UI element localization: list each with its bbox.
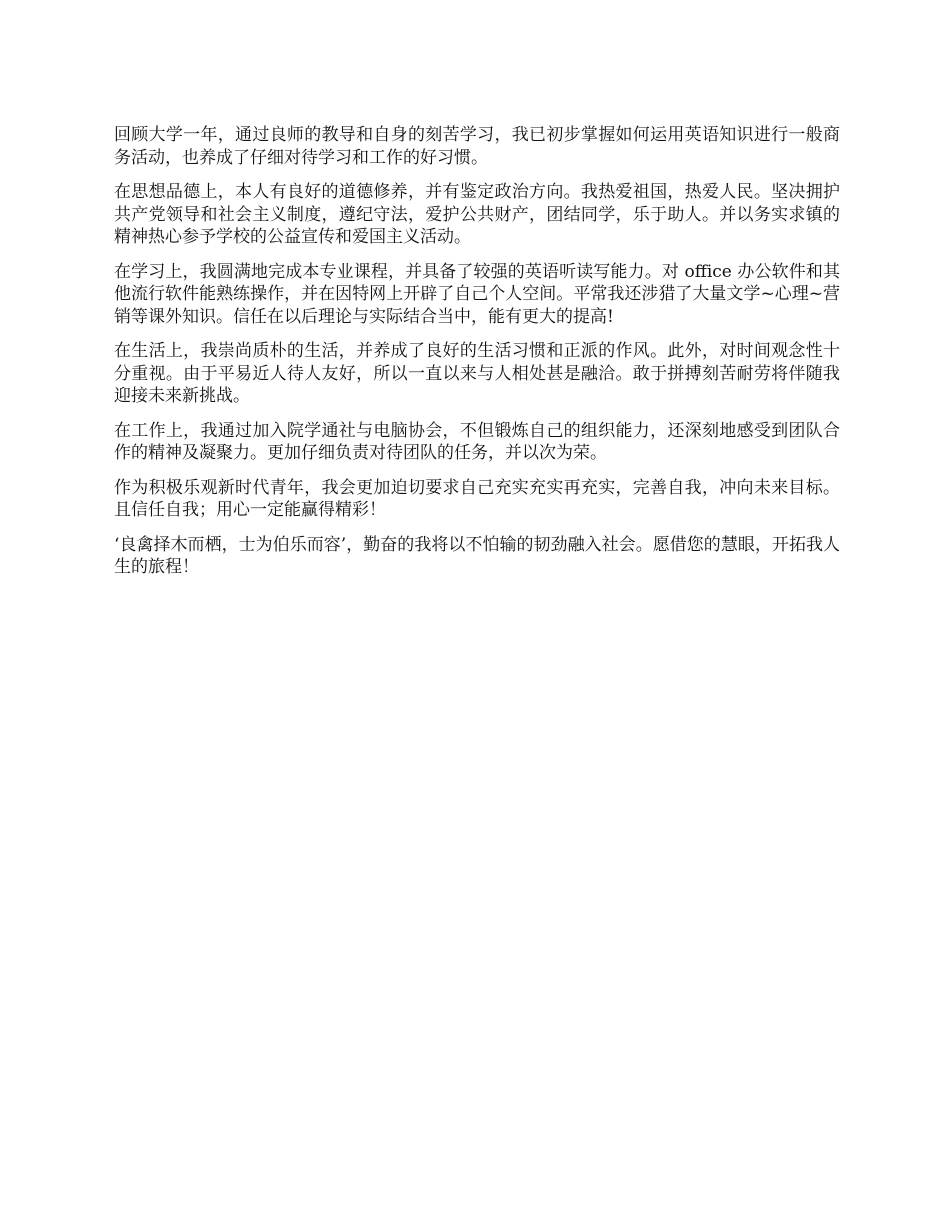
paragraph-work: 在工作上，我通过加入院学通社与电脑协会，不但锻炼自己的组织能力，还深刻地感受到团队合作的精神及凝聚力。更加仔细负责对待团队的任务，并以次为荣。 (114, 420, 840, 463)
paragraph-life: 在生活上，我崇尚质朴的生活，并养成了良好的生活习惯和正派的作风。此外，对时间观念性十分重视。由于平易近人待人友好，所以一直以来与人相处甚是融洽。敢于拼搏刻苦耐劳将伴随我迎接未来新挑战。 (114, 341, 840, 406)
document-body (114, 124, 840, 591)
paragraph-moral-character: 在思想品德上，本人有良好的道德修养，并有鉴定政治方向。我热爱祖国，热爱人民。坚决拥护共产党领导和社会主义制度，遵纪守法，爱护公共财产，团结同学，乐于助人。并以务实求镇的精神热心参予学校的公益宣传和爱国主义活动。 (114, 182, 840, 247)
paragraph-review: 回顾大学一年，通过良师的教导和自身的刻苦学习，我已初步掌握如何运用英语知识进行一般商务活动，也养成了仔细对待学习和工作的好习惯。 (114, 125, 840, 168)
paragraph-closing: ‘良禽择木而栖，士为伯乐而容’，勤奋的我将以不怕输的韧劲融入社会。愿借您的慧眼，开拓我人生的旅程！ (114, 534, 840, 577)
paragraph-study: 在学习上，我圆满地完成本专业课程，并具备了较强的英语听读写能力。对 office 办公软件和其他流行软件能熟练操作，并在因特网上开辟了自己个人空间。平常我还涉猎了大量文学~心理~营销等课外知识。信任在以后理论与实际结合当中，能有更大的提高! (114, 261, 840, 327)
paragraph-outlook: 作为积极乐观新时代青年，我会更加迫切要求自己充实充实再充实，完善自我，冲向未来目标。且信任自我；用心一定能赢得精彩！ (114, 477, 840, 520)
